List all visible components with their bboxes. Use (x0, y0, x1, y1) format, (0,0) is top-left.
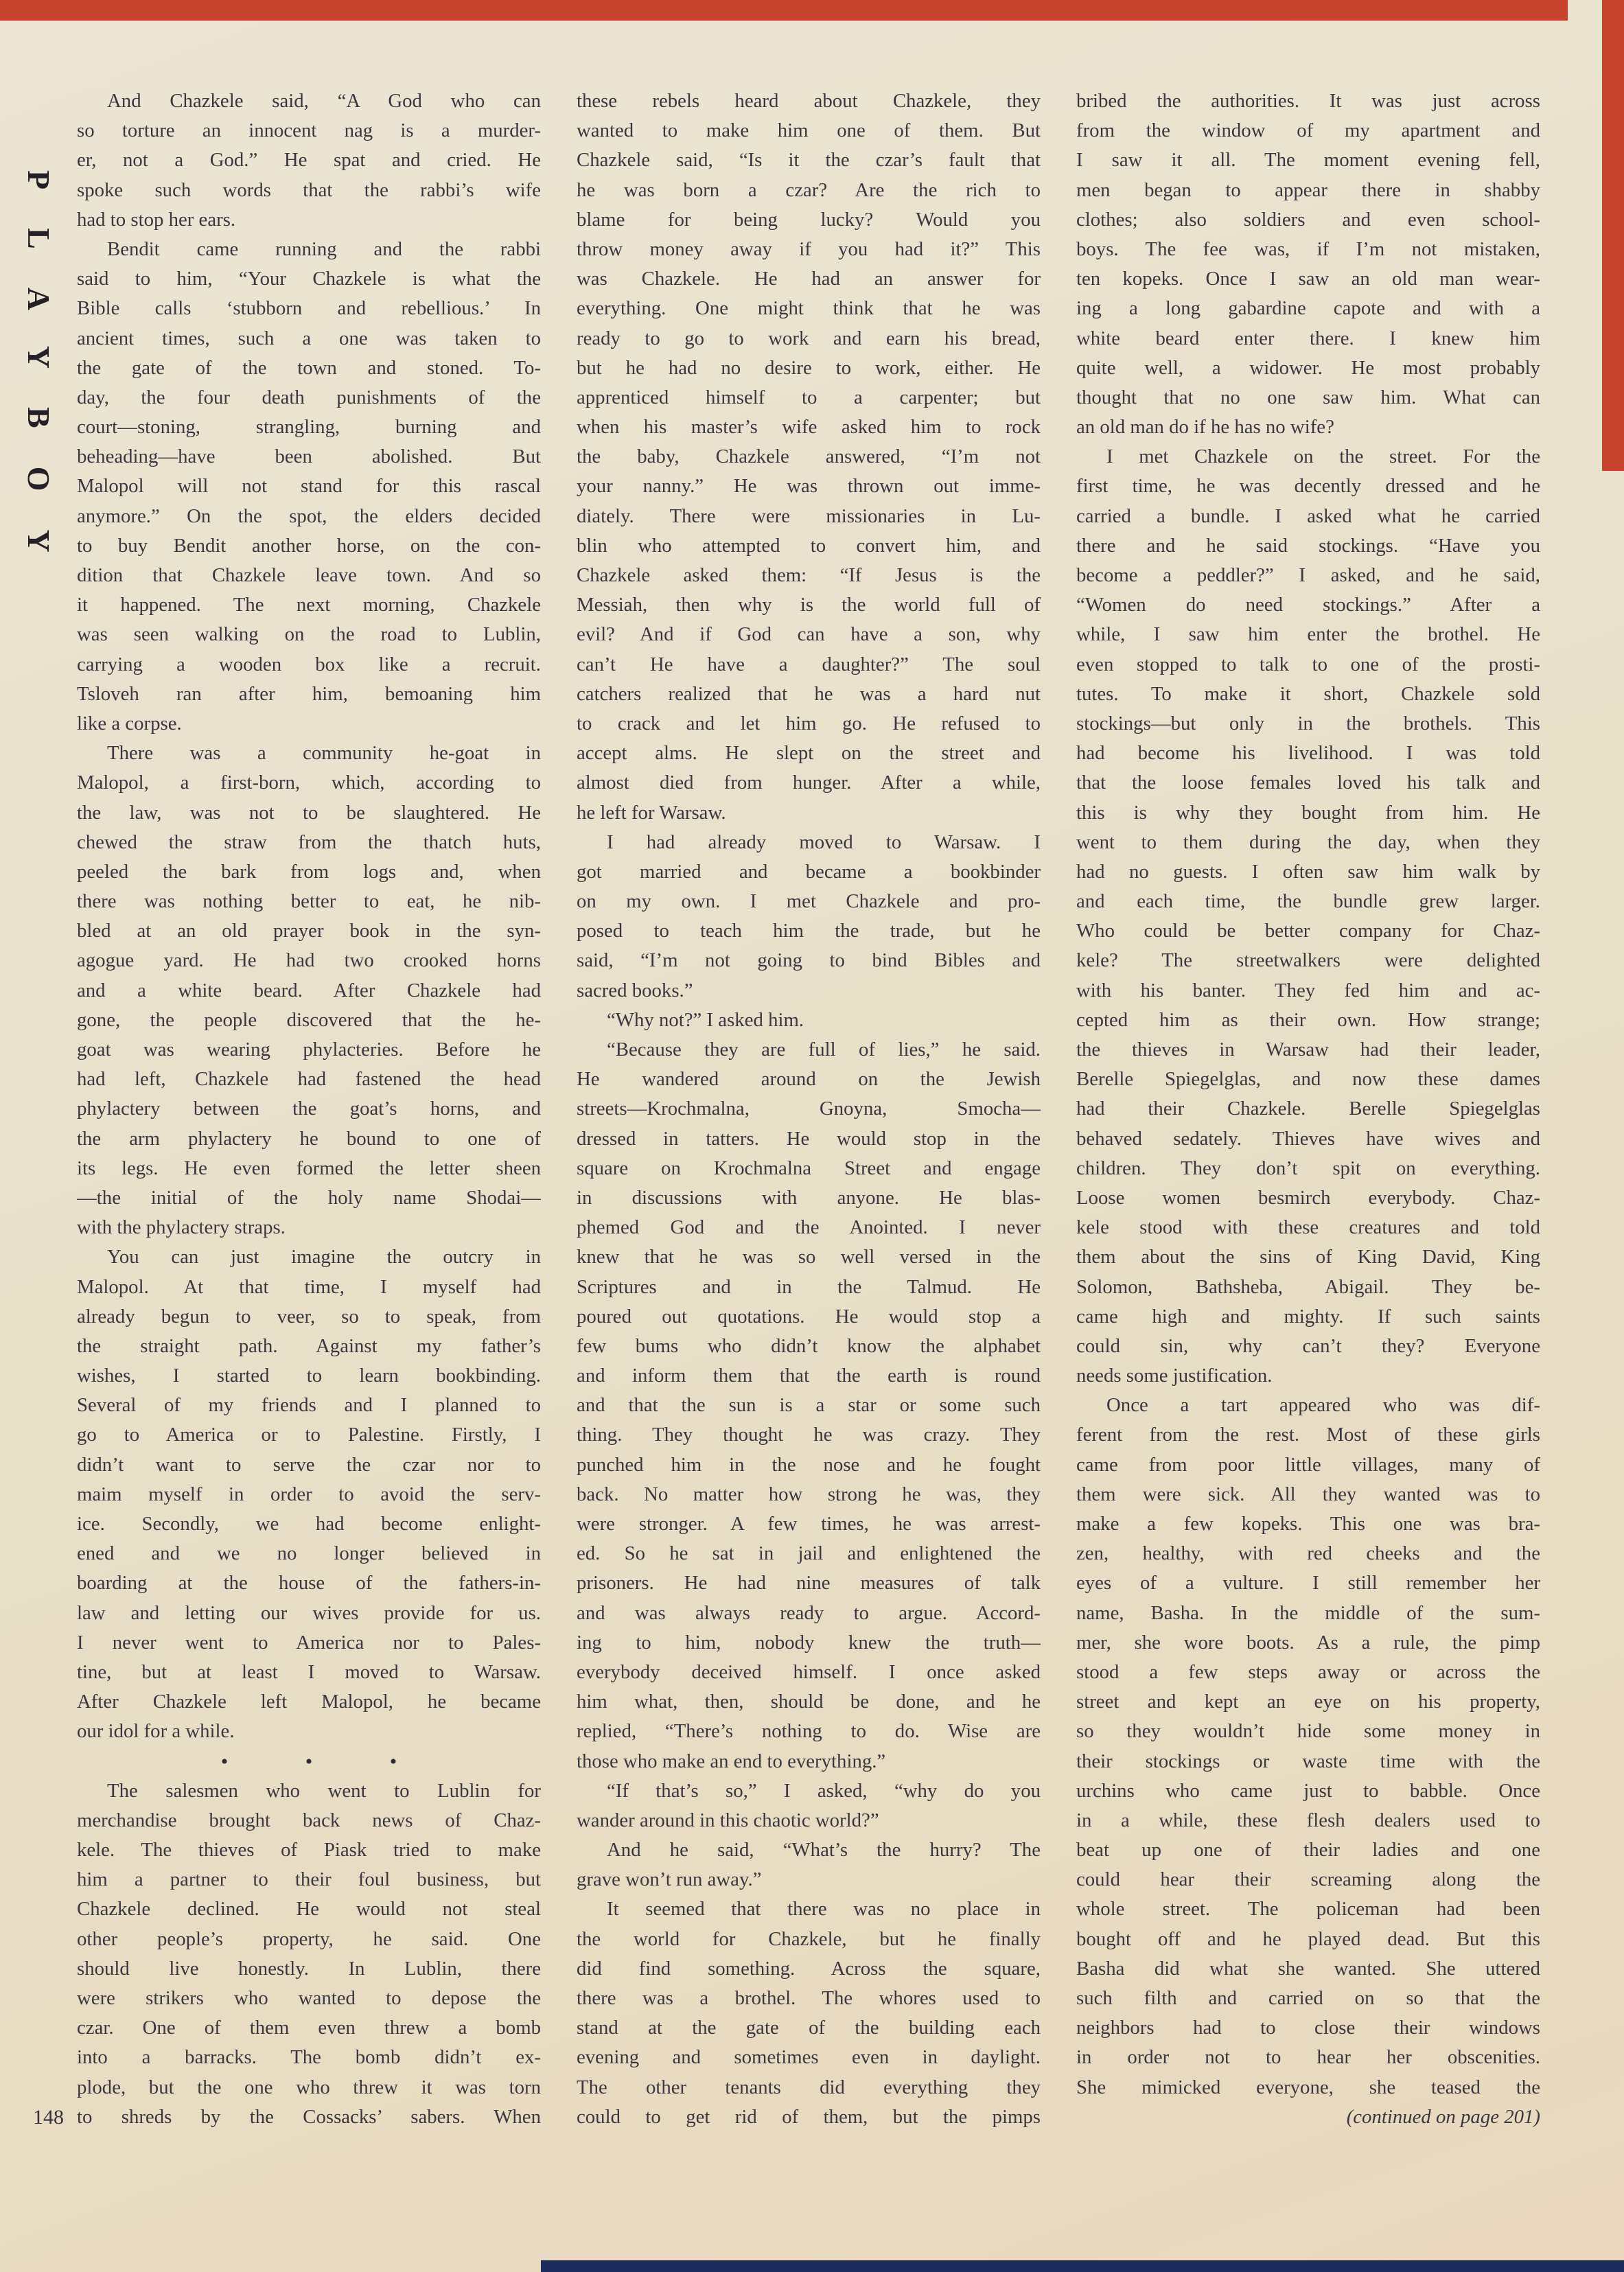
text-line: ancient times, such a one was taken to (77, 327, 541, 349)
text-line: I saw it all. The moment evening fell, (1076, 149, 1540, 172)
text-line: him what, then, should be done, and he (577, 1691, 1041, 1713)
text-line: “Women do need stockings.” After a (1076, 594, 1540, 616)
text-line: There was a community he-goat in (107, 742, 541, 765)
text-line: agogue yard. He had two crooked horns (77, 949, 541, 972)
text-line: he was born a czar? Are the rich to (577, 178, 1041, 201)
text-line: ing a long gabardine capote and with a (1076, 297, 1540, 320)
playboy-vertical-brand: PLAYBOY (21, 170, 56, 591)
text-line: The salesmen who went to Lublin for (107, 1779, 541, 1802)
text-line: the baby, Chazkele answered, “I’m not (577, 445, 1041, 468)
text-line: the straight path. Against my father’s (77, 1334, 541, 1357)
text-line: kele stood with these creatures and told (1076, 1216, 1540, 1239)
text-line: Chazkele said, “Is it the czar’s fault that (577, 149, 1041, 172)
text-line: Scriptures and in the Talmud. He (577, 1275, 1041, 1298)
text-line: posed to teach him the trade, but he (577, 920, 1041, 942)
text-line: diately. There were missionaries in Lu- (577, 505, 1041, 527)
text-line: wander around in this chaotic world?” (577, 1809, 879, 1831)
text-line: street and kept an eye on his property, (1076, 1691, 1540, 1713)
text-line: accept alms. He slept on the street and (577, 742, 1041, 765)
text-line: so torture an innocent nag is a murder- (77, 119, 541, 142)
text-line: when his master’s wife asked him to rock (577, 416, 1041, 439)
text-line: anymore.” On the spot, the elders decided (77, 505, 541, 527)
text-line: like a corpse. (77, 712, 182, 734)
text-line: to shreds by the Cossacks’ sabers. When (77, 2105, 541, 2128)
text-line: their stockings or waste time with the (1076, 1750, 1540, 1772)
text-line: stood a few steps away or across the (1076, 1660, 1540, 1683)
text-line: Malopol will not stand for this rascal (77, 475, 541, 498)
text-line: should live honestly. In Lublin, there (77, 1957, 541, 1980)
text-line: and a white beard. After Chazkele had (77, 979, 541, 1001)
text-line: had become his livelihood. I was told (1076, 742, 1540, 765)
text-line: and each time, the bundle grew larger. (1076, 890, 1540, 913)
text-line: become a peddler?” I asked, and he said, (1076, 564, 1540, 586)
text-line: Bible calls ‘stubborn and rebellious.’ In (77, 297, 541, 320)
text-line: go to America or to Palestine. Firstly, I (77, 1424, 541, 1446)
text-line: this is why they bought from him. He (1076, 801, 1540, 824)
text-line: throw money away if you had it?” This (577, 237, 1041, 260)
text-line: Messiah, then why is the world full of (577, 594, 1041, 616)
text-line: Bendit came running and the rabbi (107, 237, 541, 260)
text-line: everybody deceived himself. I once asked (577, 1660, 1041, 1683)
text-line: did find something. Across the square, (577, 1957, 1041, 1980)
text-line: were stronger. A few times, he was arrest- (577, 1513, 1041, 1535)
right-edge-red-strip (1602, 0, 1624, 471)
text-line: Malopol, a first-born, which, according to (77, 772, 541, 794)
text-line: on my own. I met Chazkele and pro- (577, 890, 1041, 913)
text-line: in a while, these flesh dealers used to (1076, 1809, 1540, 1831)
text-line: gone, the people discovered that the he- (77, 1008, 541, 1031)
text-line: white beard enter there. I knew him (1076, 327, 1540, 349)
text-line: make a few kopeks. This one was bra- (1076, 1513, 1540, 1535)
text-line: the arm phylactery he bound to one of (77, 1127, 541, 1150)
text-line: Tsloveh ran after him, bemoaning him (77, 682, 541, 705)
text-line: ice. Secondly, we had become enlight- (77, 1513, 541, 1535)
text-line: dressed in tatters. He would stop in the (577, 1127, 1041, 1150)
text-line: bribed the authorities. It was just across (1076, 90, 1540, 112)
text-line: I never went to America nor to Pales- (77, 1631, 541, 1654)
text-line: such filth and carried on so that the (1076, 1987, 1540, 2009)
text-line: men began to appear there in shabby (1076, 178, 1540, 201)
text-line: “Why not?” I asked him. (607, 1008, 804, 1031)
text-line: quite well, a widower. He most probably (1076, 356, 1540, 379)
text-line: It seemed that there was no place in (607, 1898, 1041, 1921)
text-line: it happened. The next morning, Chazkele (77, 594, 541, 616)
text-line: first time, he was decently dressed and he (1076, 475, 1540, 498)
text-line: goat was wearing phylacteries. Before he (77, 1039, 541, 1060)
text-line: And Chazkele said, “A God who can (107, 90, 541, 112)
text-line: “If that’s so,” I asked, “why do you (607, 1779, 1041, 1802)
text-line: replied, “There’s nothing to do. Wise are (577, 1720, 1041, 1743)
text-line: And he said, “What’s the hurry? The (607, 1839, 1041, 1862)
text-line: boys. The fee was, if I’m not mistaken, (1076, 237, 1540, 260)
text-line: an old man do if he has no wife? (1076, 416, 1334, 439)
text-column-3 (1076, 86, 1540, 2132)
text-line: blame for being lucky? Would you (577, 208, 1041, 231)
text-line: thing. They thought he was crazy. They (577, 1424, 1041, 1446)
text-line: Berelle Spiegelglas, and now these dames (1076, 1068, 1540, 1091)
text-line: You can just imagine the outcry in (107, 1246, 541, 1268)
text-line: boarding at the house of the fathers-in- (77, 1572, 541, 1595)
text-line: had left, Chazkele had fastened the head (77, 1068, 541, 1091)
top-edge-red-strip (0, 0, 1568, 21)
section-separator: • • • (220, 1750, 397, 1773)
text-line: czar. One of them even threw a bomb (77, 2017, 541, 2039)
text-line: bought off and he played dead. But this (1076, 1927, 1540, 1950)
text-line: er, not a God.” He spat and cried. He (77, 149, 541, 172)
text-line: cepted him as their own. How strange; (1076, 1008, 1540, 1031)
text-line: bled at an old prayer book in the syn- (77, 920, 541, 942)
text-line: he left for Warsaw. (577, 801, 726, 824)
text-line: wishes, I started to learn bookbinding. (77, 1365, 541, 1387)
text-line: —the initial of the holy name Shodai— (77, 1186, 541, 1209)
text-line: grave won’t run away.” (577, 1868, 762, 1891)
text-line: tutes. To make it short, Chazkele sold (1076, 682, 1540, 705)
text-line: everything. One might think that he was (577, 297, 1041, 320)
text-line: the law, was not to be slaughtered. He (77, 801, 541, 824)
text-line: from the window of my apartment and (1076, 119, 1540, 142)
text-line: The other tenants did everything they (577, 2076, 1041, 2098)
text-line: ing to him, nobody knew the truth— (577, 1631, 1041, 1654)
text-line: evil? And if God can have a son, why (577, 623, 1041, 646)
text-line: eyes of a vulture. I still remember her (1076, 1572, 1540, 1595)
text-line: stand at the gate of the building each (577, 2017, 1041, 2039)
text-line: neighbors had to close their windows (1076, 2017, 1540, 2039)
text-line: spoke such words that the rabbi’s wife (77, 178, 541, 201)
text-line: ed. So he sat in jail and enlightened the (577, 1542, 1041, 1565)
text-line: prisoners. He had nine measures of talk (577, 1572, 1041, 1595)
text-line: chewed the straw from the thatch huts, (77, 831, 541, 853)
text-line: sacred books.” (577, 979, 693, 1001)
text-line: and inform them that the earth is round (577, 1365, 1041, 1387)
text-line: so they wouldn’t hide some money in (1076, 1720, 1540, 1743)
text-line: the gate of the town and stoned. To- (77, 356, 541, 379)
text-line: there was a brothel. The whores used to (577, 1987, 1041, 2009)
text-line: few bums who didn’t know the alphabet (577, 1334, 1041, 1357)
text-line: phylactery between the goat’s horns, and (77, 1098, 541, 1120)
text-line: carrying a wooden box like a recruit. (77, 653, 541, 675)
text-line: knew that he was so well versed in the (577, 1246, 1041, 1268)
text-line: beat up one of their ladies and one (1076, 1839, 1540, 1862)
text-line: blin who attempted to convert him, and (577, 534, 1041, 557)
continuation-note: (continued on page 201) (1346, 2105, 1540, 2128)
text-line: children. They don’t spit on everything. (1076, 1157, 1540, 1179)
text-line: that the loose females loved his talk and (1076, 772, 1540, 794)
text-line: to buy Bendit another horse, on the con- (77, 534, 541, 557)
text-line: ten kopeks. Once I saw an old man wear- (1076, 268, 1540, 290)
text-line: in order not to hear her obscenities. (1076, 2046, 1540, 2069)
text-line: Solomon, Bathsheba, Abigail. They be- (1076, 1275, 1540, 1298)
text-line: maim myself in order to avoid the serv- (77, 1483, 541, 1505)
text-line: back. No matter how strong he was, they (577, 1483, 1041, 1505)
text-line: thought that no one saw him. What can (1076, 386, 1540, 408)
text-line: said, “I’m not going to bind Bibles and (577, 949, 1041, 972)
text-line: mer, she wore boots. As a rule, the pimp (1076, 1631, 1540, 1654)
text-line: those who make an end to everything.” (577, 1750, 886, 1772)
text-line: wanted to make him one of them. But (577, 119, 1041, 142)
text-line: poured out quotations. He would stop a (577, 1305, 1041, 1328)
text-line: stockings—but only in the brothels. This (1076, 712, 1540, 734)
text-line: Basha did what she wanted. She uttered (1076, 1957, 1540, 1980)
text-line: there and he said stockings. “Have you (1076, 534, 1540, 557)
text-line: law and letting our wives provide for us. (77, 1601, 541, 1624)
text-line: peeled the bark from logs and, when (77, 860, 541, 883)
text-column-2 (577, 86, 1041, 2132)
text-line: plode, but the one who threw it was torn (77, 2076, 541, 2098)
text-line: needs some justification. (1076, 1365, 1273, 1387)
text-line: had to stop her ears. (77, 208, 236, 231)
text-line: came high and mighty. If such saints (1076, 1305, 1540, 1328)
text-line: your nanny.” He was thrown out imme- (577, 475, 1041, 498)
text-line: to crack and let him go. He refused to (577, 712, 1041, 734)
text-line: went to them during the day, when they (1076, 831, 1540, 853)
text-line: in discussions with anyone. He blas- (577, 1186, 1041, 1209)
text-line: She mimicked everyone, she teased the (1076, 2076, 1540, 2098)
text-line: there was nothing better to eat, he nib- (77, 890, 541, 913)
text-line: apprenticed himself to a carpenter; but (577, 386, 1041, 408)
text-line: Several of my friends and I planned to (77, 1394, 541, 1417)
text-line: them were sick. All they wanted was to (1076, 1483, 1540, 1505)
text-line: him a partner to their foul business, but (77, 1868, 541, 1891)
text-line: was Chazkele. He had an answer for (577, 268, 1041, 290)
text-line: ened and we no longer believed in (77, 1542, 541, 1565)
page-number: 148 (33, 2106, 64, 2129)
text-line: streets—Krochmalna, Gnoyna, Smocha— (577, 1098, 1041, 1120)
text-line: Who could be better company for Chaz- (1076, 920, 1540, 942)
text-line: already begun to veer, so to speak, from (77, 1305, 541, 1328)
text-line: said to him, “Your Chazkele is what the (77, 268, 541, 290)
text-line: carried a bundle. I asked what he carried (1076, 505, 1540, 527)
text-line: and that the sun is a star or some such (577, 1394, 1041, 1417)
text-line: beheading—have been abolished. But (77, 445, 541, 468)
text-line: had their Chazkele. Berelle Spiegelglas (1076, 1098, 1540, 1120)
text-line: got married and became a bookbinder (577, 860, 1041, 883)
text-line: Malopol. At that time, I myself had (77, 1275, 541, 1298)
text-line: clothes; also soldiers and even school- (1076, 208, 1540, 231)
text-line: I had already moved to Warsaw. I (607, 831, 1041, 853)
text-line: with his banter. They fed him and ac- (1076, 979, 1540, 1001)
text-line: name, Basha. In the middle of the sum- (1076, 1601, 1540, 1624)
text-line: into a barracks. The bomb didn’t ex- (77, 2046, 541, 2069)
text-line: the thieves in Warsaw had their leader, (1076, 1039, 1540, 1060)
text-line: could hear their screaming along the (1076, 1868, 1540, 1891)
text-line: with the phylactery straps. (77, 1216, 286, 1239)
text-line: I met Chazkele on the street. For the (1106, 445, 1540, 468)
text-line: but he had no desire to work, either. He (577, 356, 1041, 379)
text-line: Once a tart appeared who was dif- (1106, 1394, 1540, 1417)
text-line: ready to go to work and earn his bread, (577, 327, 1041, 349)
text-line: our idol for a while. (77, 1720, 235, 1743)
text-line: merchandise brought back news of Chaz- (77, 1809, 541, 1831)
text-line: them about the sins of King David, King (1076, 1246, 1540, 1268)
text-line: came from poor little villages, many of (1076, 1453, 1540, 1476)
text-line: zen, healthy, with red cheeks and the (1076, 1542, 1540, 1565)
text-line: almost died from hunger. After a while, (577, 772, 1041, 794)
text-line: the world for Chazkele, but he finally (577, 1927, 1041, 1950)
text-line: court—stoning, strangling, burning and (77, 416, 541, 439)
text-line: and was always ready to argue. Accord- (577, 1601, 1041, 1624)
text-line: dition that Chazkele leave town. And so (77, 564, 541, 586)
text-line: were strikers who wanted to depose the (77, 1987, 541, 2009)
text-line: Loose women besmirch everybody. Chaz- (1076, 1186, 1540, 1209)
text-line: Chazkele declined. He would not steal (77, 1898, 541, 1921)
text-line: whole street. The policeman had been (1076, 1898, 1540, 1921)
text-line: Chazkele asked them: “If Jesus is the (577, 564, 1041, 586)
text-line: day, the four death punishments of the (77, 386, 541, 408)
text-line: while, I saw him enter the brothel. He (1076, 623, 1540, 646)
text-line: other people’s property, he said. One (77, 1927, 541, 1950)
text-line: kele. The thieves of Piask tried to make (77, 1839, 541, 1862)
text-line: square on Krochmalna Street and engage (577, 1157, 1041, 1179)
text-line: these rebels heard about Chazkele, they (577, 90, 1041, 112)
text-line: After Chazkele left Malopol, he became (77, 1691, 541, 1713)
bottom-edge-navy-strip (541, 2260, 1624, 2272)
text-line: ferent from the rest. Most of these girls (1076, 1424, 1540, 1446)
text-line: tine, but at least I moved to Warsaw. (77, 1660, 541, 1683)
text-line: punched him in the nose and he fought (577, 1453, 1041, 1476)
text-column-1 (77, 86, 541, 2132)
text-line: was seen walking on the road to Lublin, (77, 623, 541, 646)
text-line: had no guests. I often saw him walk by (1076, 860, 1540, 883)
text-line: catchers realized that he was a hard nut (577, 682, 1041, 705)
text-line: its legs. He even formed the letter sheen (77, 1157, 541, 1179)
text-line: can’t He have a daughter?” The soul (577, 653, 1041, 675)
text-line: evening and sometimes even in daylight. (577, 2046, 1041, 2069)
text-line: “Because they are full of lies,” he said. (607, 1039, 1041, 1060)
text-line: He wandered around on the Jewish (577, 1068, 1041, 1091)
text-line: kele? The streetwalkers were delighted (1076, 949, 1540, 972)
text-line: phemed God and the Anointed. I never (577, 1216, 1041, 1239)
text-line: didn’t want to serve the czar nor to (77, 1453, 541, 1476)
text-line: even stopped to talk to one of the prosti- (1076, 653, 1540, 675)
text-line: could sin, why can’t they? Everyone (1076, 1334, 1540, 1357)
text-line: urchins who came just to babble. Once (1076, 1779, 1540, 1802)
text-line: behaved sedately. Thieves have wives and (1076, 1127, 1540, 1150)
text-line: could to get rid of them, but the pimps (577, 2105, 1041, 2128)
